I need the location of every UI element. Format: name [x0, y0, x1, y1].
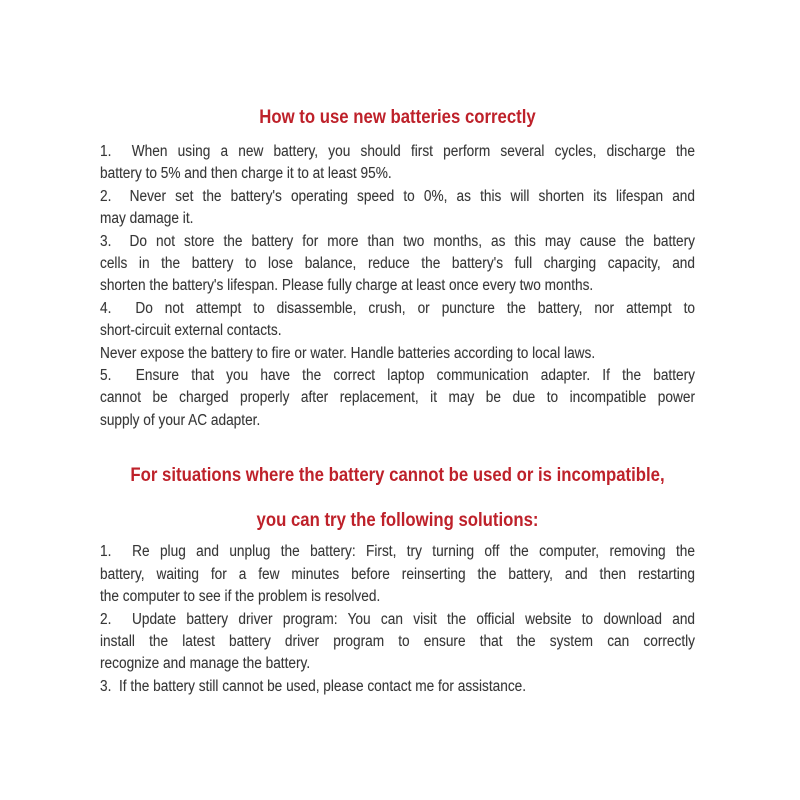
- text-line: install the latest battery driver program to ensure that the system can correctly: [100, 632, 696, 650]
- text-line: shorten the battery's lifespan. Please fully charge at least once every two months.: [100, 277, 594, 295]
- text-line: 2. Update battery driver program: You can visit the official website to download and: [100, 610, 696, 628]
- usage-instructions-list: [100, 141, 695, 432]
- text-line: 3. Do not store the battery for more than two months, as this may cause the battery: [100, 232, 696, 250]
- text-line: may damage it.: [100, 210, 194, 228]
- document-content: [100, 0, 695, 698]
- text-line: short-circuit external contacts.: [100, 322, 282, 340]
- text-line: 2. Never set the battery's operating speed to 0%, as this will shorten its lifespan and: [100, 187, 696, 205]
- text-line: cells in the battery to lose balance, reduce the battery's full charging capacity, and: [100, 255, 696, 273]
- text-line: cannot be charged properly after replacement, it may be due to incompatible power: [100, 389, 696, 407]
- page-title: How to use new batteries correctly: [259, 107, 536, 128]
- text-line: 1. Re plug and unplug the battery: First, try turning off the computer, removing the: [100, 543, 696, 561]
- text-line: 3. If the battery still cannot be used, please contact me for assistance.: [100, 677, 527, 695]
- text-line: 1. When using a new battery, you should first perform several cycles, discharge the: [100, 143, 696, 160]
- solutions-list: [100, 541, 695, 698]
- text-line: supply of your AC adapter.: [100, 411, 261, 429]
- text-line: recognize and manage the battery.: [100, 655, 311, 673]
- text-line: the computer to see if the problem is resolved.: [100, 588, 381, 606]
- text-line: battery, waiting for a few minutes before reinserting the battery, and then restarting: [100, 565, 696, 583]
- text-line: 4. Do not attempt to disassemble, crush, or puncture the battery, nor attempt to: [100, 299, 696, 317]
- text-line: 5. Ensure that you have the correct laptop communication adapter. If the battery: [100, 367, 696, 385]
- solutions-heading-line1: For situations where the battery cannot be used or is incompatible,: [130, 465, 665, 487]
- solutions-heading-line2: you can try the following solutions:: [256, 510, 539, 532]
- text-line: Never expose the battery to fire or water. Handle batteries according to local laws.: [100, 344, 596, 362]
- text-line: battery to 5% and then charge it to at least 95%.: [100, 165, 392, 183]
